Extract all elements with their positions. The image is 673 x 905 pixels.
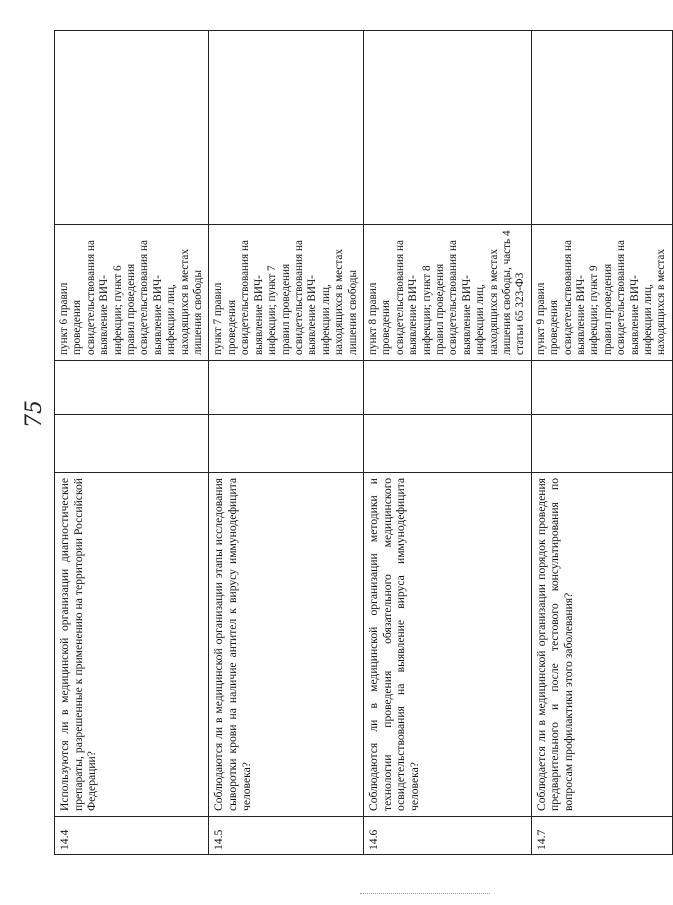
note-cell (363, 31, 531, 225)
question-text: Соблюдается ли в медицинской организации порядок проведения предварительного и после тестового консультирования по вопросам профилактики этого заболевания? (531, 473, 672, 817)
answer-no-cell (363, 361, 531, 415)
table-row (55, 31, 209, 855)
table-row (209, 31, 363, 855)
legal-reference: пункт 7 правил проведения освидетельствования на выявление ВИЧ-инфекции; пункт 7 правил проведения освидетельствования на выявление ВИЧ-инфекции лиц, находящихся в местах лишения свободы (209, 225, 363, 361)
answer-yes-cell (363, 415, 531, 473)
row-number: 14.7 (531, 817, 672, 855)
checklist-table (54, 30, 673, 855)
legal-reference: пункт 9 правил проведения освидетельствования на выявление ВИЧ-инфекции; пункт 9 правил проведения освидетельствования на выявление ВИЧ-инфекции лиц, находящихся в местах (531, 225, 672, 361)
answer-no-cell (209, 361, 363, 415)
table-row (363, 31, 531, 855)
table-row (531, 31, 672, 855)
answer-yes-cell (531, 415, 672, 473)
answer-no-cell (55, 361, 209, 415)
row-number: 14.4 (55, 817, 209, 855)
answer-no-cell (531, 361, 672, 415)
checklist-table-rotated (54, 31, 668, 855)
question-text: Используются ли в медицинской организации диагностические препараты, разрешенные к применению на территории Российской Федерации? (55, 473, 209, 817)
note-cell (209, 31, 363, 225)
answer-yes-cell (55, 415, 209, 473)
scan-artifact-line (360, 893, 490, 894)
note-cell (55, 31, 209, 225)
note-cell (531, 31, 672, 225)
legal-reference: пункт 8 правил проведения освидетельствования на выявление ВИЧ-инфекции; пункт 8 правил проведения освидетельствования на выявление ВИЧ-инфекции лиц, находящихся в местах лишения свободы, часть 4 статьи 65 323-ФЗ (363, 225, 531, 361)
answer-yes-cell (209, 415, 363, 473)
handwritten-page-number: 75 (22, 400, 47, 428)
row-number: 14.6 (363, 817, 531, 855)
row-number: 14.5 (209, 817, 363, 855)
question-text: Соблюдаются ли в медицинской организации методики и технологии проведения обязательного медицинского освидетельствования на выявление вируса иммунодефицита человека? (363, 473, 531, 817)
question-text: Соблюдаются ли в медицинской организации этапы исследования сыворотки крови на наличие антител к вирусу иммунодефицита человека? (209, 473, 363, 817)
legal-reference: пункт 6 правил проведения освидетельствования на выявление ВИЧ-инфекции; пункт 6 правил проведения освидетельствования на выявление ВИЧ-инфекции лиц, находящихся в местах лишения свободы (55, 225, 209, 361)
